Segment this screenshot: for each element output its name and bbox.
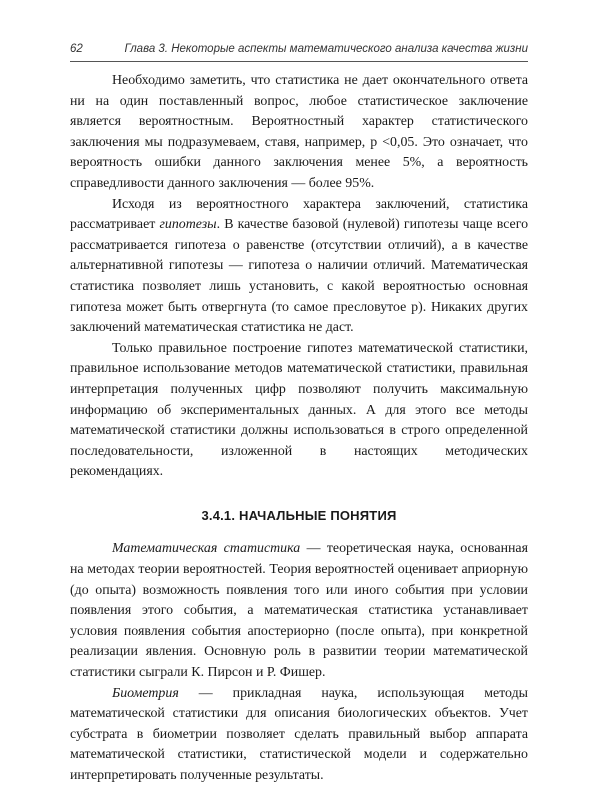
paragraph-hypotheses	[70, 195, 528, 339]
section-heading: 3.4.1. НАЧАЛЬНЫЕ ПОНЯТИЯ	[201, 507, 397, 523]
term-hypotheses: гипотезы	[159, 217, 217, 233]
paragraph-text: — прикладная наука, использующая методы математической статистики для описания биологических объектов. Учет субстрата в биометрии позволяет сделать правильный выбор аппарата математической статистики, статистической модели и содержательно интерпретировать полученные результаты.	[70, 685, 528, 783]
body-text	[70, 71, 528, 787]
paragraph-text: Исходя из вероятностного характера заключений, статистика рассматривает	[70, 196, 528, 233]
running-header	[70, 40, 528, 60]
header-rule	[70, 61, 528, 62]
page-number: 62	[70, 43, 83, 55]
term-math-statistics: Математическая статистика	[112, 541, 301, 557]
chapter-title: Глава 3. Некоторые аспекты математического анализа качества жизни	[124, 43, 528, 55]
paragraph-math-statistics-definition	[70, 539, 528, 683]
paragraph-biometry-definition	[70, 684, 528, 787]
paragraph-text: — теоретическая наука, основанная на методах теории вероятностей. Теория вероятностей оценивает априорную (до опыта) возможность появления того или иного события при условии появления этого события, а математическая статистика устанавливает условия появления события апостериорно (после опыта), при конкретной реализации явления. Основную роль в развитии теории математической статистики сыграли К. Пирсон и Р. Фишер.	[70, 541, 528, 681]
paragraph-probabilistic-conclusion: Необходимо заметить, что статистика не дает окончательного ответа ни на один поставленный вопрос, любое статистическое заключение является вероятностным. Вероятностный характер статистического заключения мы подразумеваем, ставя, например, p <0,05. Это означает, что вероятность ошибки данного заключения менее 5%, а вероятность справедливости данного заключения — более 95%.	[70, 73, 528, 191]
paragraph-text: . В качестве базовой (нулевой) гипотезы чаще всего рассматривается гипотеза о равенстве (отсутствии отличий), а в качестве альтернативной гипотезы — гипотеза о наличии отличий. Математическая статистика позволяет лишь установить, с какой вероятностью основная гипотеза может быть отвергнута (то самое пресловутое p). Никаких других заключений математическая статистика не даст.	[70, 217, 529, 336]
term-biometry: Биометрия	[112, 685, 179, 701]
paragraph-correct-methods: Только правильное построение гипотез математической статистики, правильное использование методов математической статистики, правильная интерпретация полученных цифр позволяют получить максимальную информацию об экспериментальных данных. А для этого все методы математической статистики должны использоваться в строго определенной последовательности, изложенной в настоящих методических рекомендациях.	[70, 340, 528, 480]
